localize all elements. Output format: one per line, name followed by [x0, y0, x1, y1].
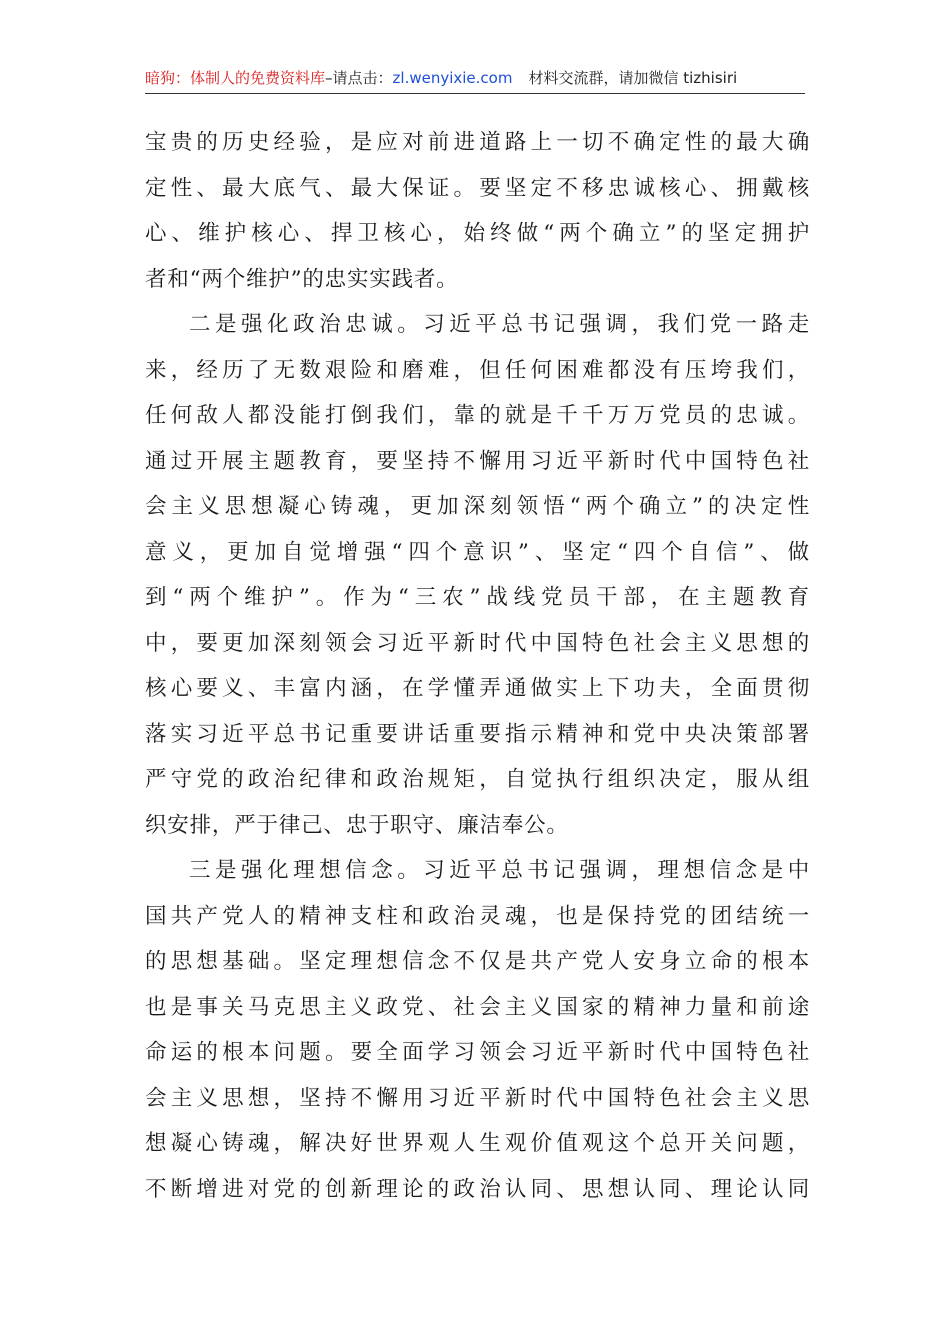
text-line: 命运的根本问题。要全面学习领会习近平新时代中国特色社	[145, 1040, 810, 1065]
site-url-link[interactable]: zl.wenyixie.com	[392, 69, 513, 87]
page-header	[145, 66, 805, 90]
text-line: 会主义思想凝心铸魂，更加深刻领悟“两个确立”的决定性	[145, 494, 810, 519]
text-line: 严守党的政治纪律和政治规矩，自觉执行组织决定，服从组	[145, 767, 810, 792]
text-line: 想凝心铸魂，解决好世界观人生观价值观这个总开关问题，	[145, 1131, 810, 1156]
text-line: 中，要更加深刻领会习近平新时代中国特色社会主义思想的	[145, 630, 810, 656]
paragraph-start-line: 三是强化理想信念。习近平总书记强调，理想信念是中	[189, 858, 810, 883]
text-line: 也是事关马克思主义政党、社会主义国家的精神力量和前途	[145, 994, 810, 1020]
text-line: 到“两个维护”。作为“三农”战线党员干部，在主题教育	[145, 585, 810, 610]
document-body	[145, 120, 810, 1212]
text-line: 通过开展主题教育，要坚持不懈用习近平新时代中国特色社	[145, 448, 810, 474]
text-line: 意义，更加自觉增强“四个意识”、坚定“四个自信”、做	[145, 539, 810, 565]
text-line: 者和“两个维护”的忠实实践者。	[145, 266, 459, 292]
site-name: 暗狗：体制人的免费资料库	[145, 69, 326, 87]
header-divider	[145, 93, 805, 94]
text-line: 会主义思想，坚持不懈用习近平新时代中国特色社会主义思	[145, 1085, 810, 1111]
text-line: 织安排，严于律己、忠于职守、廉洁奉公。	[145, 812, 569, 838]
text-line: 宝贵的历史经验，是应对前进道路上一切不确定性的最大确	[145, 130, 810, 155]
text-line: 任何敌人都没能打倒我们，靠的就是千千万万党员的忠诚。	[145, 403, 810, 428]
text-line: 定性、最大底气、最大保证。要坚定不移忠诚核心、拥戴核	[145, 175, 810, 201]
text-line: 心、维护核心、捍卫核心，始终做“两个确立”的坚定拥护	[145, 221, 810, 246]
text-line: 不断增进对党的创新理论的政治认同、思想认同、理论认同	[145, 1176, 810, 1202]
text-line: 的思想基础。坚定理想信念不仅是共产党人安身立命的根本	[145, 949, 810, 974]
text-line: 国共产党人的精神支柱和政治灵魂，也是保持党的团结统一	[145, 903, 810, 929]
text-line: 落实习近平总书记重要讲话重要指示精神和党中央决策部署	[145, 721, 810, 747]
group-note: 材料交流群，请加微信 tizhisiri	[528, 69, 738, 87]
click-prompt: –请点击：	[325, 69, 393, 87]
text-line: 来，经历了无数艰险和磨难，但任何困难都没有压垮我们，	[145, 357, 810, 383]
text-line: 核心要义、丰富内涵，在学懂弄通做实上下功夫，全面贯彻	[145, 676, 810, 701]
paragraph-start-line: 二是强化政治忠诚。习近平总书记强调，我们党一路走	[189, 312, 810, 337]
